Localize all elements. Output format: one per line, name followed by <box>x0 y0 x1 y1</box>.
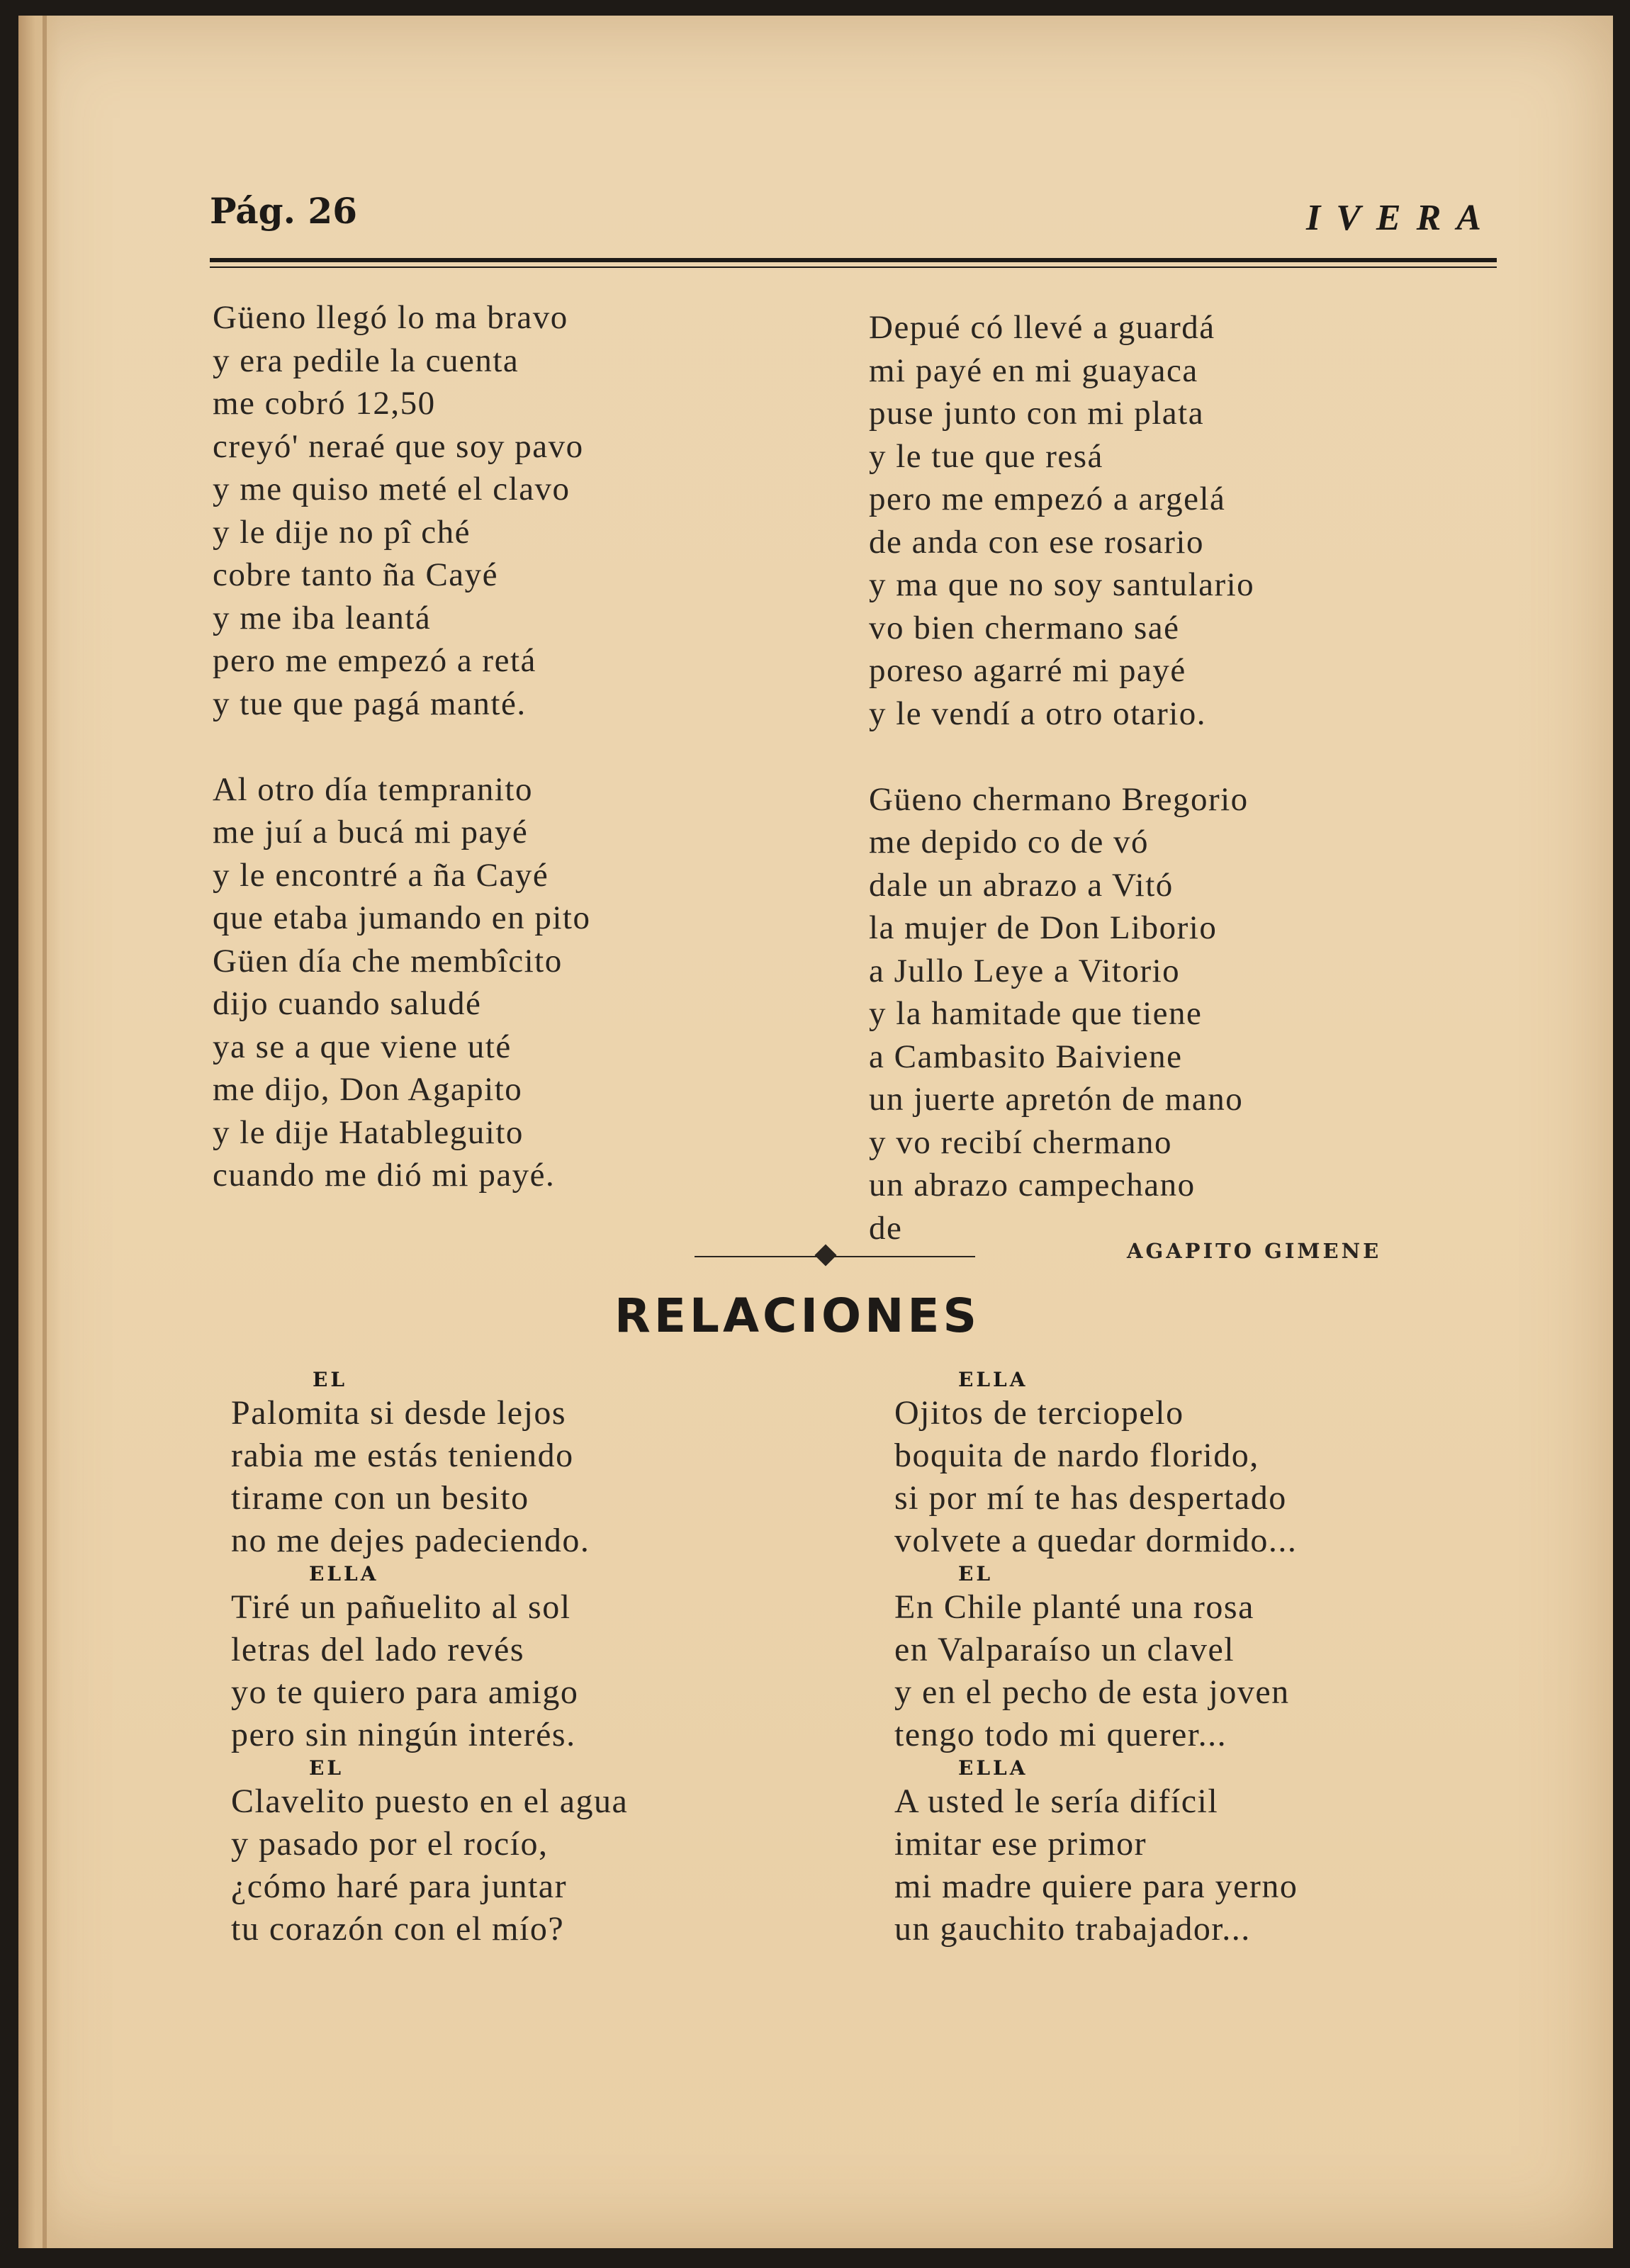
section-title: RELACIONES <box>614 1289 980 1343</box>
verse-line: A usted le sería difícil <box>894 1783 1219 1820</box>
relaciones-left-column <box>231 1368 770 1950</box>
verse-line: Depué có llevé a guardá <box>869 309 1215 346</box>
relaciones-right-column <box>894 1368 1433 1950</box>
verse-line: y le vendí a otro otario. <box>869 695 1207 732</box>
stanza-break <box>213 725 590 768</box>
verse-line: y la hamitade que tiene <box>869 995 1203 1032</box>
journal-title: IVERA <box>1306 198 1497 238</box>
verse-line: Ojitos de terciopelo <box>894 1394 1184 1432</box>
page-binding-edge <box>18 16 61 2248</box>
verse-line: imitar ese primor <box>894 1825 1147 1863</box>
verse-line: si por mí te has despertado <box>894 1479 1287 1517</box>
verse-line: de anda con ese rosario <box>869 523 1204 561</box>
verse-line: dale un abrazo a Vitó <box>869 866 1174 904</box>
verse-line: me depido co de vó <box>869 824 1150 860</box>
verse-line: y le dije no pî ché <box>213 513 471 551</box>
poem-left-column <box>213 296 590 1197</box>
verse-line: y ma que no soy santulario <box>869 566 1255 603</box>
relacion-stanza <box>231 1562 770 1756</box>
speaker-label: ELLA <box>958 1756 1028 1780</box>
page-number: Pág. 26 <box>210 190 358 232</box>
verse-line: y le tue que resá <box>869 437 1103 475</box>
verse-line: me dijo, Don Agapito <box>213 1071 523 1108</box>
speaker-label: ELLA <box>958 1368 1028 1391</box>
stanza-break <box>869 735 1254 778</box>
verse-line: mi payé en mi guayaca <box>869 352 1198 389</box>
verse-line: cobre tanto ña Cayé <box>213 556 499 593</box>
verse-line: pero sin ningún interés. <box>231 1716 576 1753</box>
divider-line-left <box>695 1256 819 1257</box>
verse-line: no me dejes padeciendo. <box>231 1522 590 1559</box>
verse-line: tengo todo mi querer... <box>894 1716 1227 1753</box>
verse-line: y me iba leantá <box>213 599 432 636</box>
verse-line: pero me empezó a argelá <box>869 481 1226 517</box>
speaker-label: EL <box>309 1756 344 1780</box>
verse-line: y vo recibí chermano <box>869 1123 1173 1161</box>
speaker-label: EL <box>313 1368 348 1391</box>
verse-line: tirame con un besito <box>231 1479 529 1517</box>
relacion-stanza <box>894 1368 1433 1562</box>
verse-line: tu corazón con el mío? <box>231 1910 565 1948</box>
verse-line: ya se a que viene uté <box>213 1028 512 1065</box>
verse-line: poreso agarré mi payé <box>869 652 1186 689</box>
divider-line-right <box>833 1256 975 1257</box>
verse-line: letras del lado revés <box>231 1631 524 1668</box>
verse-line: un gauchito trabajador... <box>894 1910 1251 1948</box>
verse-line: Tiré un pañuelito al sol <box>231 1588 571 1626</box>
verse-line: volvete a quedar dormido... <box>894 1522 1298 1559</box>
verse-line: Güeno chermano Bregorio <box>869 780 1249 818</box>
verse-line: boquita de nardo florido, <box>894 1437 1259 1474</box>
relacion-stanza <box>231 1756 770 1950</box>
relacion-stanza <box>894 1562 1433 1756</box>
header-rule-thick <box>210 258 1497 262</box>
verse-line: de <box>869 1209 903 1247</box>
verse-line: Al otro día tempranito <box>213 770 533 808</box>
verse-line: un abrazo campechano <box>869 1167 1196 1203</box>
verse-line: y era pedile la cuenta <box>213 342 519 379</box>
verse-line: yo te quiero para amigo <box>231 1673 579 1711</box>
verse-line: cuando me dió mi payé. <box>213 1157 556 1194</box>
verse-line: y tue que pagá manté. <box>213 685 527 722</box>
relacion-stanza <box>894 1756 1433 1950</box>
verse-line: creyó' neraé que soy pavo <box>213 427 584 465</box>
verse-line: dijo cuando saludé <box>213 985 482 1022</box>
verse-line: vo bien chermano saé <box>869 609 1180 646</box>
verse-line: y en el pecho de esta joven <box>894 1673 1290 1711</box>
verse-line: me cobró 12,50 <box>213 385 436 422</box>
verse-line: y le dije Hatableguito <box>213 1113 524 1151</box>
speaker-label: ELLA <box>309 1562 379 1585</box>
verse-line: rabia me estás teniendo <box>231 1437 574 1474</box>
relacion-stanza <box>231 1368 770 1562</box>
poem-author: AGAPITO GIMENE <box>1127 1239 1382 1263</box>
verse-line: en Valparaíso un clavel <box>894 1631 1235 1668</box>
verse-line: y le encontré a ña Cayé <box>213 856 549 894</box>
poem-right-column <box>869 306 1254 1250</box>
verse-line: Clavelito puesto en el agua <box>231 1783 629 1820</box>
page-header <box>210 183 1497 261</box>
speaker-label: EL <box>958 1562 994 1585</box>
verse-line: puse junto con mi plata <box>869 395 1205 432</box>
verse-line: y pasado por el rocío, <box>231 1825 549 1863</box>
header-rule-thin <box>210 266 1497 268</box>
verse-line: la mujer de Don Liborio <box>869 909 1218 946</box>
verse-line: mi madre quiere para yerno <box>894 1868 1298 1905</box>
verse-line: me juí a bucá mi payé <box>213 814 529 850</box>
verse-line: pero me empezó a retá <box>213 642 536 679</box>
verse-line: Palomita si desde lejos <box>231 1394 567 1432</box>
verse-line: En Chile planté una rosa <box>894 1588 1254 1626</box>
verse-line: un juerte apretón de mano <box>869 1081 1244 1118</box>
verse-line: que etaba jumando en pito <box>213 899 591 936</box>
verse-line: y me quiso meté el clavo <box>213 471 570 507</box>
verse-line: ¿cómo haré para juntar <box>231 1868 568 1905</box>
verse-line: Güen día che membîcito <box>213 942 563 979</box>
verse-line: a Cambasito Baiviene <box>869 1038 1183 1075</box>
verse-line: a Jullo Leye a Vitorio <box>869 952 1181 989</box>
verse-line: Güeno llegó lo ma bravo <box>213 299 568 336</box>
